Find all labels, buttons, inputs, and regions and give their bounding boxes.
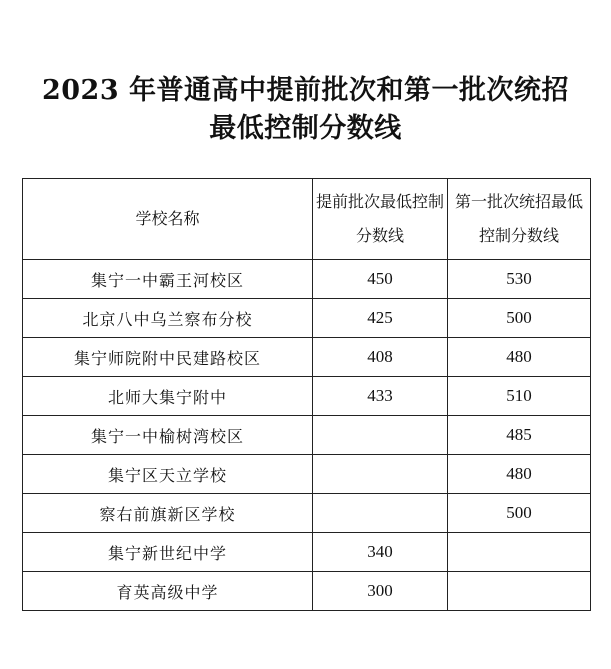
header-early: 提前批次最低控制分数线 [313, 179, 448, 260]
cell-school: 集宁一中霸王河校区 [23, 260, 313, 299]
page-title: 2023 年普通高中提前批次和第一批次统招 [41, 75, 570, 106]
header-school: 学校名称 [23, 179, 313, 260]
table-row [23, 338, 591, 377]
table-row [23, 299, 591, 338]
cell-early-score [313, 494, 448, 533]
cell-school: 集宁区天立学校 [23, 455, 313, 494]
cell-first-score: 510 [448, 377, 591, 416]
cell-first-score: 500 [448, 494, 591, 533]
table-row [23, 572, 591, 611]
cell-school: 北京八中乌兰察布分校 [23, 299, 313, 338]
cell-school: 集宁一中榆树湾校区 [23, 416, 313, 455]
cell-early-score: 408 [313, 338, 448, 377]
cell-first-score: 485 [448, 416, 591, 455]
table-row [23, 455, 591, 494]
cell-first-score: 480 [448, 338, 591, 377]
cell-early-score: 433 [313, 377, 448, 416]
cell-school: 北师大集宁附中 [23, 377, 313, 416]
cell-school: 察右前旗新区学校 [23, 494, 313, 533]
cell-school: 集宁师院附中民建路校区 [23, 338, 313, 377]
cell-school: 育英高级中学 [23, 572, 313, 611]
cell-first-score: 480 [448, 455, 591, 494]
cell-early-score [313, 416, 448, 455]
cell-early-score: 450 [313, 260, 448, 299]
header-first: 第一批次统招最低控制分数线 [448, 179, 591, 260]
table-row [23, 533, 591, 572]
cell-first-score [448, 533, 591, 572]
cell-first-score: 500 [448, 299, 591, 338]
table-row [23, 416, 591, 455]
cell-early-score: 425 [313, 299, 448, 338]
cell-first-score: 530 [448, 260, 591, 299]
table-row [23, 494, 591, 533]
cell-first-score [448, 572, 591, 611]
table-row [23, 260, 591, 299]
cell-early-score: 300 [313, 572, 448, 611]
page-subtitle: 最低控制分数线 [209, 113, 402, 144]
cell-early-score: 340 [313, 533, 448, 572]
table-row [23, 377, 591, 416]
score-table [22, 178, 591, 611]
cell-school: 集宁新世纪中学 [23, 533, 313, 572]
cell-early-score [313, 455, 448, 494]
table-header-row [23, 179, 591, 260]
